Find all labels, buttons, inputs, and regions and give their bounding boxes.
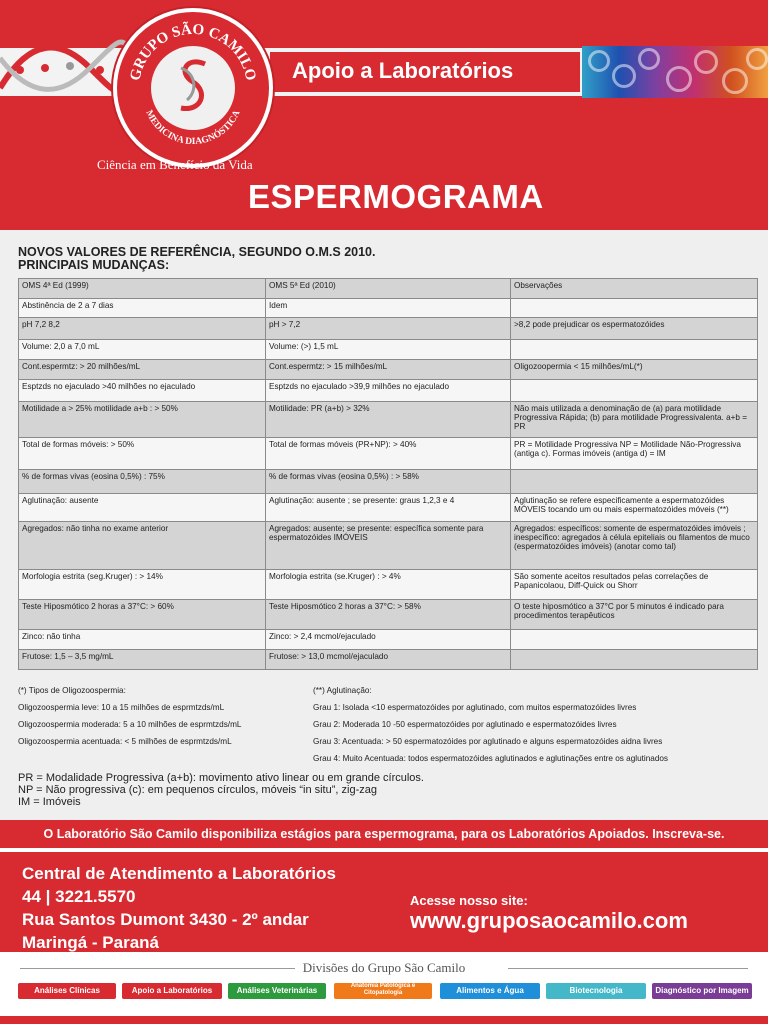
- table-row: [19, 570, 758, 600]
- table-cell: Volume: 2,0 a 7,0 mL: [19, 340, 266, 360]
- contact-city: Maringá - Paraná: [22, 933, 159, 952]
- contact-center: Central de Atendimento a Laboratórios: [22, 864, 336, 883]
- table-row: [19, 402, 758, 438]
- table-cell: [511, 340, 758, 360]
- notes-item: Oligozoospermia leve: 10 a 15 milhões de esprmtzds/mL: [18, 703, 225, 712]
- table-cell: Abstinência de 2 a 7 dias: [19, 299, 266, 318]
- table-cell: Cont.espermtz: > 15 milhões/mL: [266, 360, 511, 380]
- table-cell: [511, 650, 758, 670]
- table-row: [19, 279, 758, 299]
- tubes-image: [582, 46, 768, 98]
- contact-address: Rua Santos Dumont 3430 - 2º andar: [22, 910, 309, 929]
- table-cell: Não mais utilizada a denominação de (a) para motilidade Progressiva Rápida; (b) para motilidade Progressivalenta. a+b = PR: [511, 402, 758, 438]
- legend-pr: PR = Modalidade Progressiva (a+b): movimento ativo linear ou em grande círculos.: [18, 772, 424, 784]
- agglutination-notes: [313, 686, 668, 771]
- table-cell: Idem: [266, 299, 511, 318]
- table-cell: [511, 299, 758, 318]
- table-cell: Agregados: ausente; se presente: específica somente para espermatozóides IMÓVEIS: [266, 522, 511, 570]
- table-cell: Teste Hiposmótico 2 horas a 37°C: > 58%: [266, 600, 511, 630]
- table-cell: O teste hiposmótico a 37°C por 5 minutos é indicado para procedimentos terapêuticos: [511, 600, 758, 630]
- svg-text:MEDICINA DIAGNÓSTICA: MEDICINA DIAGNÓSTICA: [143, 108, 243, 148]
- division-badge[interactable]: Anatomia Patológica e Citopatologia: [334, 983, 432, 999]
- table-cell: Total de formas móveis (PR+NP): > 40%: [266, 438, 511, 470]
- table-row: [19, 438, 758, 470]
- table-row: [19, 650, 758, 670]
- site-link[interactable]: www.gruposaocamilo.com: [410, 908, 688, 933]
- svg-text:GRUPO SÃO CAMILO: GRUPO SÃO CAMILO: [127, 21, 259, 83]
- document-title: ESPERMOGRAMA: [248, 178, 544, 215]
- table-cell: PR = Motilidade Progressiva NP = Motilidade Não-Progressiva (antiga c). Formas imóveis (antiga d) = IM: [511, 438, 758, 470]
- table-cell: [511, 380, 758, 402]
- notes-item: Grau 2: Moderada 10 -50 espermatozóides por aglutinado e espermatozóides livres: [313, 720, 617, 729]
- table-row: [19, 494, 758, 522]
- reference-subtitle: [18, 246, 375, 272]
- table-row: [19, 318, 758, 340]
- site-label: Acesse nosso site:: [410, 893, 528, 908]
- notes-title: (**) Aglutinação:: [313, 686, 372, 695]
- table-cell: % de formas vivas (eosina 0,5%) : 75%: [19, 470, 266, 494]
- subtitle-line-2: PRINCIPAIS MUDANÇAS:: [18, 258, 170, 272]
- table-cell: [511, 630, 758, 650]
- motility-legend: [18, 772, 424, 808]
- dna-helix-image: [0, 18, 130, 108]
- table-cell: Zinco: não tinha: [19, 630, 266, 650]
- company-logo: [113, 8, 273, 168]
- table-cell: Agregados: não tinha no exame anterior: [19, 522, 266, 570]
- division-badge[interactable]: Diagnóstico por Imagem: [652, 983, 752, 999]
- reference-table: [18, 278, 758, 670]
- table-cell: Frutose: > 13,0 mcmol/ejaculado: [266, 650, 511, 670]
- table-row: [19, 630, 758, 650]
- table-row: [19, 600, 758, 630]
- table-cell: Esptzds no ejaculado >40 milhões no ejaculado: [19, 380, 266, 402]
- contact-phone: 44 | 3221.5570: [22, 887, 136, 906]
- table-cell: Teste Hiposmótico 2 horas a 37°C: > 60%: [19, 600, 266, 630]
- notes-item: Grau 1: Isolada <10 espermatozóides por aglutinado, com muitos espermatozóides livres: [313, 703, 637, 712]
- tagline: Ciência em Benefício da Vida: [97, 157, 253, 172]
- table-cell: Motilidade a > 25% motilidade a+b : > 50%: [19, 402, 266, 438]
- table-cell: Motilidade: PR (a+b) > 32%: [266, 402, 511, 438]
- table-row: [19, 340, 758, 360]
- division-badge[interactable]: Análises Veterinárias: [228, 983, 326, 999]
- table-cell: Oligozoopermia < 15 milhões/mL(*): [511, 360, 758, 380]
- footer-bar: [0, 1016, 768, 1024]
- table-row: [19, 299, 758, 318]
- table-cell: % de formas vivas (eosina 0,5%) : > 58%: [266, 470, 511, 494]
- table-cell: Agregados: específicos: somente de espermatozóides imóveis ; inespecífico: agregados à célula epiteliais ou filamentos de muco (espermatozóides imóveis) (anotar como tal): [511, 522, 758, 570]
- subtitle-line-1: NOVOS VALORES DE REFERÊNCIA, SEGUNDO O.M.S 2010.: [18, 245, 376, 259]
- table-row: [19, 522, 758, 570]
- table-cell: OMS 4ª Ed (1999): [19, 279, 266, 299]
- table-cell: Zinco: > 2,4 mcmol/ejaculado: [266, 630, 511, 650]
- table-cell: Morfologia estrita (seg.Kruger) : > 14%: [19, 570, 266, 600]
- division-badge[interactable]: Alimentos e Água: [440, 983, 540, 999]
- table-cell: Total de formas móveis: > 50%: [19, 438, 266, 470]
- table-row: [19, 380, 758, 402]
- table-cell: Aglutinação: ausente ; se presente: graus 1,2,3 e 4: [266, 494, 511, 522]
- division-badge[interactable]: Apoio a Laboratórios: [122, 983, 222, 999]
- table-cell: [511, 470, 758, 494]
- table-cell: Esptzds no ejaculado >39,9 milhões no ejaculado: [266, 380, 511, 402]
- table-cell: Morfologia estrita (se.Kruger) : > 4%: [266, 570, 511, 600]
- table-cell: Aglutinação se refere especificamente a espermatozóides MÓVEIS tocando um ou mais espermatozóides móveis (**): [511, 494, 758, 522]
- table-cell: Aglutinação: ausente: [19, 494, 266, 522]
- table-cell: Frutose: 1,5 – 3,5 mg/mL: [19, 650, 266, 670]
- legend-np: NP = Não progressiva (c): em pequenos círculos, móveis “in situ”, zig-zag: [18, 784, 377, 796]
- notes-title: (*) Tipos de Oligozoospermia:: [18, 686, 126, 695]
- table-cell: Cont.espermtz: > 20 milhões/mL: [19, 360, 266, 380]
- contact-info: [22, 862, 336, 954]
- division-badge[interactable]: Biotecnologia: [546, 983, 646, 999]
- table-cell: OMS 5ª Ed (2010): [266, 279, 511, 299]
- notes-item: Oligozoospermia moderada: 5 a 10 milhões de esprmtzds/mL: [18, 720, 242, 729]
- divisions-title: Divisões do Grupo São Camilo: [302, 960, 466, 975]
- table-cell: pH 7,2 8,2: [19, 318, 266, 340]
- table-row: [19, 470, 758, 494]
- table-cell: pH > 7,2: [266, 318, 511, 340]
- section-title: Apoio a Laboratórios: [292, 58, 514, 83]
- legend-im: IM = Imóveis: [18, 796, 81, 808]
- internship-banner: O Laboratório São Camilo disponibiliza estágios para espermograma, para os Laboratórios Apoiados. Inscreva-se.: [0, 820, 768, 848]
- notes-item: Oligozoospermia acentuada: < 5 milhões de esprmtzds/mL: [18, 737, 232, 746]
- division-badge[interactable]: Análises Clínicas: [18, 983, 116, 999]
- table-cell: Volume: (>) 1,5 mL: [266, 340, 511, 360]
- table-cell: Observações: [511, 279, 758, 299]
- notes-item: Grau 4: Muito Acentuada: todos espermatozóides aglutinados e aglutinações entre os aglutinados: [313, 754, 669, 763]
- oligozoospermia-notes: [18, 686, 241, 754]
- table-cell: São somente aceitos resultados pelas correlações de Papanicolaou, Diff-Quick ou Shorr: [511, 570, 758, 600]
- table-row: [19, 360, 758, 380]
- notes-item: Grau 3: Acentuada: > 50 espermatozóides por aglutinado e alguns espermatozóides aidna livres: [313, 737, 663, 746]
- table-cell: >8,2 pode prejudicar os espermatozóides: [511, 318, 758, 340]
